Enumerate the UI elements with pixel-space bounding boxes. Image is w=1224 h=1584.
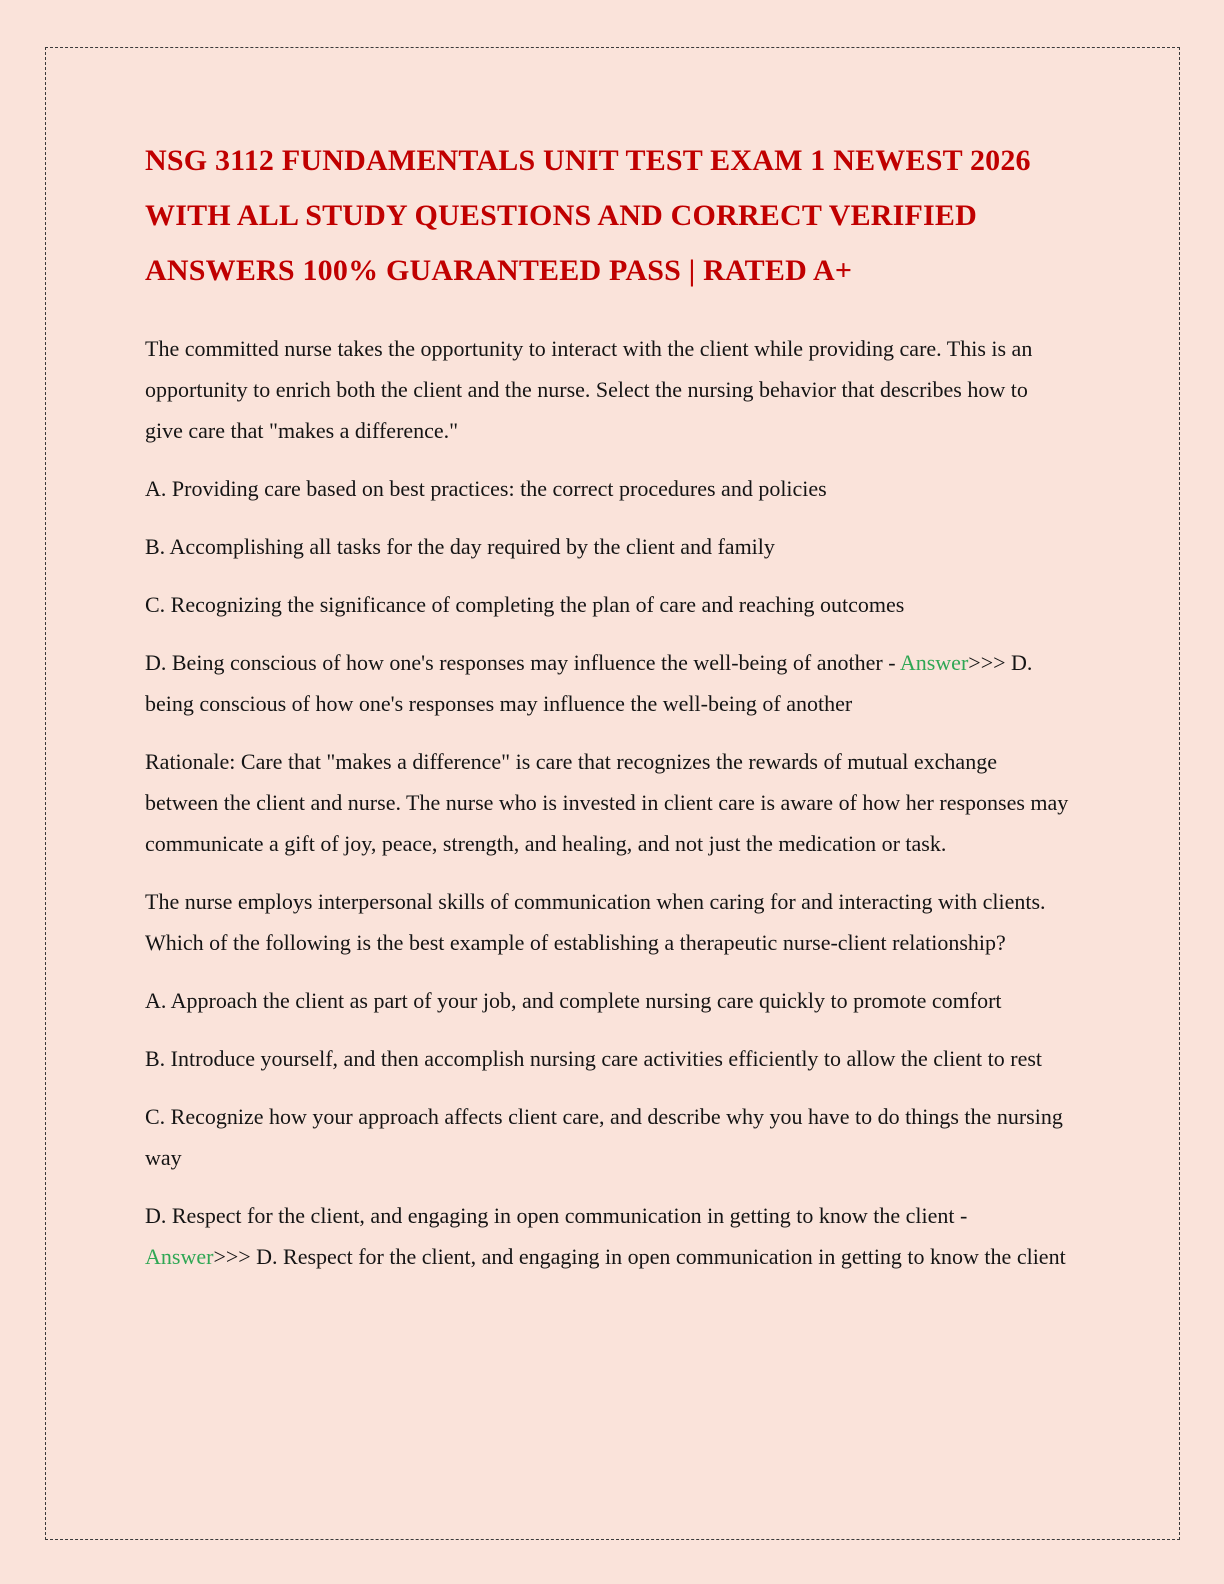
question-2-option-c — [145, 1096, 1070, 1178]
text-segment: The committed nurse takes the opportunity to interact with the client while providing care. This is an opportunity to enrich both the client and the nurse. Select the nursing behavior that describes how to give care that "makes a difference." — [145, 336, 1033, 443]
question-1-option-c — [145, 584, 1070, 625]
text-segment: B. Introduce yourself, and then accomplish nursing care activities efficiently to allow the client to rest — [145, 1046, 1043, 1071]
text-segment: The nurse employs interpersonal skills of communication when caring for and interacting with clients. Which of the following is the best example of establishing a therapeutic nurse-client relationship? — [145, 889, 1046, 955]
text-segment: >>> D. being conscious of how one's responses may influence the well-being of another — [145, 650, 1033, 716]
question-1-option-b — [145, 526, 1070, 567]
text-segment: Rationale: Care that "makes a difference" is care that recognizes the rewards of mutual exchange between the client and nurse. The nurse who is invested in client care is aware of how her responses may communicate a gift of joy, peace, strength, and healing, and not just the medication or task. — [145, 749, 1069, 856]
document-title: NSG 3112 FUNDAMENTALS UNIT TEST EXAM 1 NEWEST 2026 WITH ALL STUDY QUESTIONS AND CORRECT VERIFIED ANSWERS 100% GUARANTEED PASS | RATED A+ — [145, 144, 1031, 287]
document-page — [145, 133, 1070, 1294]
question-1-stem — [145, 328, 1070, 451]
text-segment: >>> D. Respect for the client, and engaging in open communication in getting to know the client — [213, 1244, 1066, 1269]
text-segment: C. Recognize how your approach affects client care, and describe why you have to do things the nursing way — [145, 1104, 1063, 1170]
answer-label: Answer — [899, 650, 969, 675]
question-2-option-d-answer — [145, 1195, 1070, 1277]
text-segment: C. Recognizing the significance of completing the plan of care and reaching outcomes — [145, 592, 905, 617]
text-segment: A. Approach the client as part of your job, and complete nursing care quickly to promote comfort — [145, 988, 1002, 1013]
document-body — [145, 328, 1070, 1277]
text-segment: A. Providing care based on best practices: the correct procedures and policies — [145, 476, 827, 501]
question-2-option-a — [145, 980, 1070, 1021]
answer-label: Answer — [145, 1244, 214, 1269]
text-segment: B. Accomplishing all tasks for the day required by the client and family — [145, 534, 775, 559]
question-2-option-b — [145, 1038, 1070, 1079]
question-1-option-a — [145, 468, 1070, 509]
question-2-stem — [145, 881, 1070, 963]
question-1-rationale — [145, 741, 1070, 864]
text-segment: D. Respect for the client, and engaging in open communication in getting to know the client - — [145, 1203, 968, 1228]
text-segment: D. Being conscious of how one's responses may influence the well-being of another - — [145, 650, 900, 675]
question-1-option-d-answer — [145, 642, 1070, 724]
